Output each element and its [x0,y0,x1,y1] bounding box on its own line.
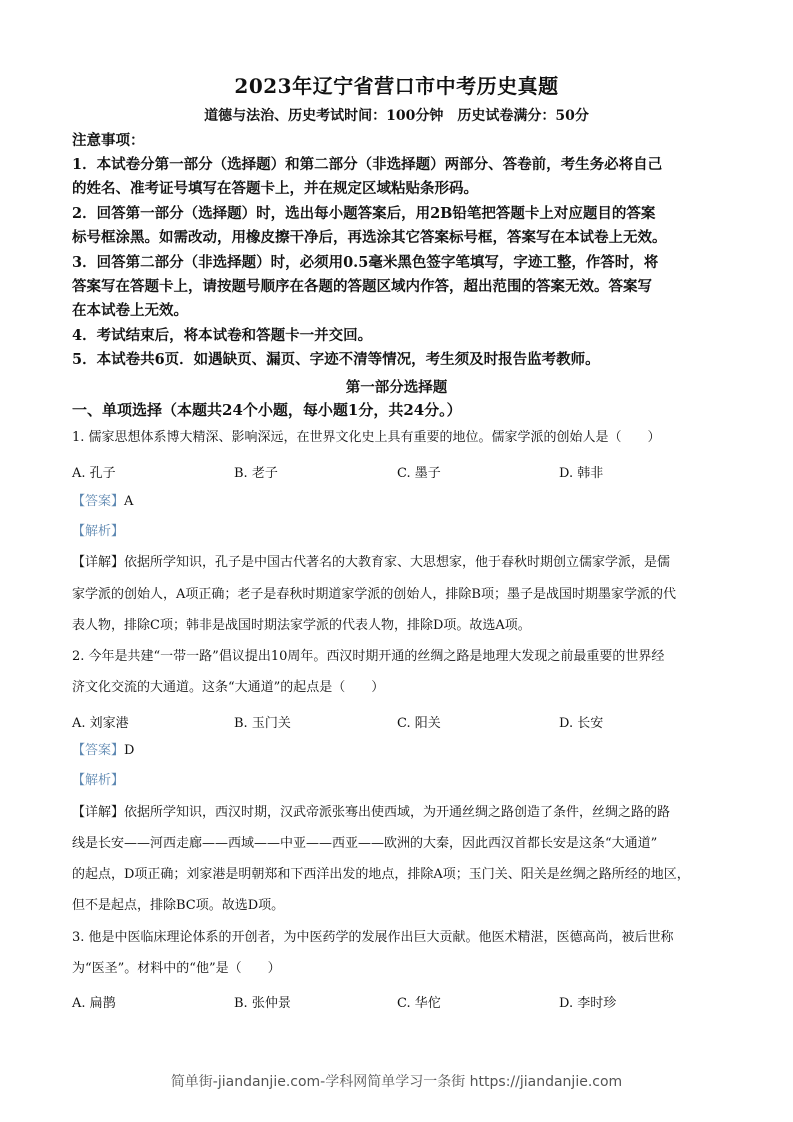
notice-heading: 注意事项： [72,132,145,149]
notice-line: 标号框涂黑。如需改动，用橡皮擦干净后，再选涂其它答案标号框，答案写在本试卷上无效。 [72,229,667,246]
notice-line: 5．本试卷共6页．如遇缺页、漏页、字迹不清等情况，考生须及时报告监考教师。 [72,351,600,368]
question-3-option-c: C. 华佗 [397,996,441,1011]
notice-line: 3．回答第二部分（非选择题）时，必须用0.5毫米黑色签字笔填写，字迹工整，作答时，将 [72,254,659,271]
question-2-analysis-label: 【解析】 [72,773,125,788]
question-2-option-b: B. 玉门关 [234,716,291,731]
question-2-detail-line: 的起点，D项正确；刘家港是明朝郑和下西洋出发的地点，排除A项；玉门关、阳关是丝绸之路所经的地区， [72,867,690,882]
question-2-detail-line: 但不是起点，排除BC项。故选D项。 [72,898,285,913]
answer-label: 【答案】 [72,494,125,509]
question-1-answer [72,494,732,510]
page-title: 2023年辽宁省营口市中考历史真题 [234,74,559,98]
notice-line: 的姓名、准考证号填写在答题卡上，并在规定区域粘贴条形码。 [72,180,478,197]
detail-label: 【详解】 [72,805,125,820]
question-2-option-c: C. 阳关 [397,716,441,731]
notice-line: 1．本试卷分第一部分（选择题）和第二部分（非选择题）两部分、答卷前，考生务必将自己 [72,156,663,173]
watermark-footer: 简单街-jiandanjie.com-学科网简单学习一条街 https://jiandanjie.com [170,1074,623,1090]
question-2-stem: 2. 今年是共建“一带一路”倡议提出10周年。西汉时期开通的丝绸之路是地理大发现之前最重要的世界经 [72,649,665,664]
question-2-option-a: A. 刘家港 [72,716,129,731]
question-3-option-d: D. 李时珍 [559,996,617,1011]
question-3-stem-line: 为“医圣”。材料中的“他”是（ ） [72,961,281,976]
exam-subtitle: 道德与法治、历史考试时间：100分钟 历史试卷满分：50分 [204,108,589,124]
question-3-stem: 3. 他是中医临床理论体系的开创者，为中医药学的发展作出巨大贡献。他医术精湛，医德高尚，被后世称 [72,930,674,945]
question-1-option-b: B. 老子 [234,466,278,481]
section-title: 一、单项选择（本题共24个小题，每小题1分，共24分。） [72,401,462,419]
question-2-option-d: D. 长安 [559,716,604,731]
answer-value: A [124,494,134,509]
notice-line: 在本试卷上无效。 [72,302,188,319]
part-title: 第一部分选择题 [345,379,448,396]
question-2-answer [72,743,732,759]
notice-line: 4．考试结束后，将本试卷和答题卡一并交回。 [72,327,373,344]
question-1-detail: 【详解】依据所学知识，孔子是中国古代著名的大教育家、大思想家，他于春秋时期创立儒家学派，是儒 [72,555,671,570]
question-1-detail-line: 家学派的创始人，A项正确；老子是春秋时期道家学派的创始人，排除B项；墨子是战国时期墨家学派的代 [72,587,676,602]
question-1-stem: 1. 儒家思想体系博大精深、影响深远，在世界文化史上具有重要的地位。儒家学派的创始人是（ ） [72,430,661,445]
question-3-option-a: A. 扁鹊 [72,996,116,1011]
question-1-analysis-label: 【解析】 [72,524,125,539]
answer-value: D [124,743,135,758]
question-1-option-a: A. 孔子 [72,466,116,481]
question-1-option-c: C. 墨子 [397,466,441,481]
question-2-detail: 【详解】依据所学知识，西汉时期，汉武帝派张骞出使西域，为开通丝绸之路创造了条件，丝绸之路的路 [72,805,671,820]
answer-label: 【答案】 [72,743,125,758]
question-2-stem-line: 济文化交流的大通道。这条“大通道”的起点是（ ） [72,680,385,695]
question-2-detail-line: 线是长安——河西走廊——西域——中亚——西亚——欧洲的大秦，因此西汉首都长安是这条“大通道” [72,836,658,851]
question-3-option-b: B. 张仲景 [234,996,291,1011]
question-1-option-d: D. 韩非 [559,466,604,481]
detail-label: 【详解】 [72,555,125,570]
notice-line: 2．回答第一部分（选择题）时，选出每小题答案后，用2B铅笔把答题卡上对应题目的答案 [72,205,656,222]
notice-line: 答案写在答题卡上，请按题号顺序在各题的答题区域内作答，超出范围的答案无效。答案写 [72,278,652,295]
question-1-detail-line: 表人物，排除C项；韩非是战国时期法家学派的代表人物，排除D项。故选A项。 [72,618,531,633]
